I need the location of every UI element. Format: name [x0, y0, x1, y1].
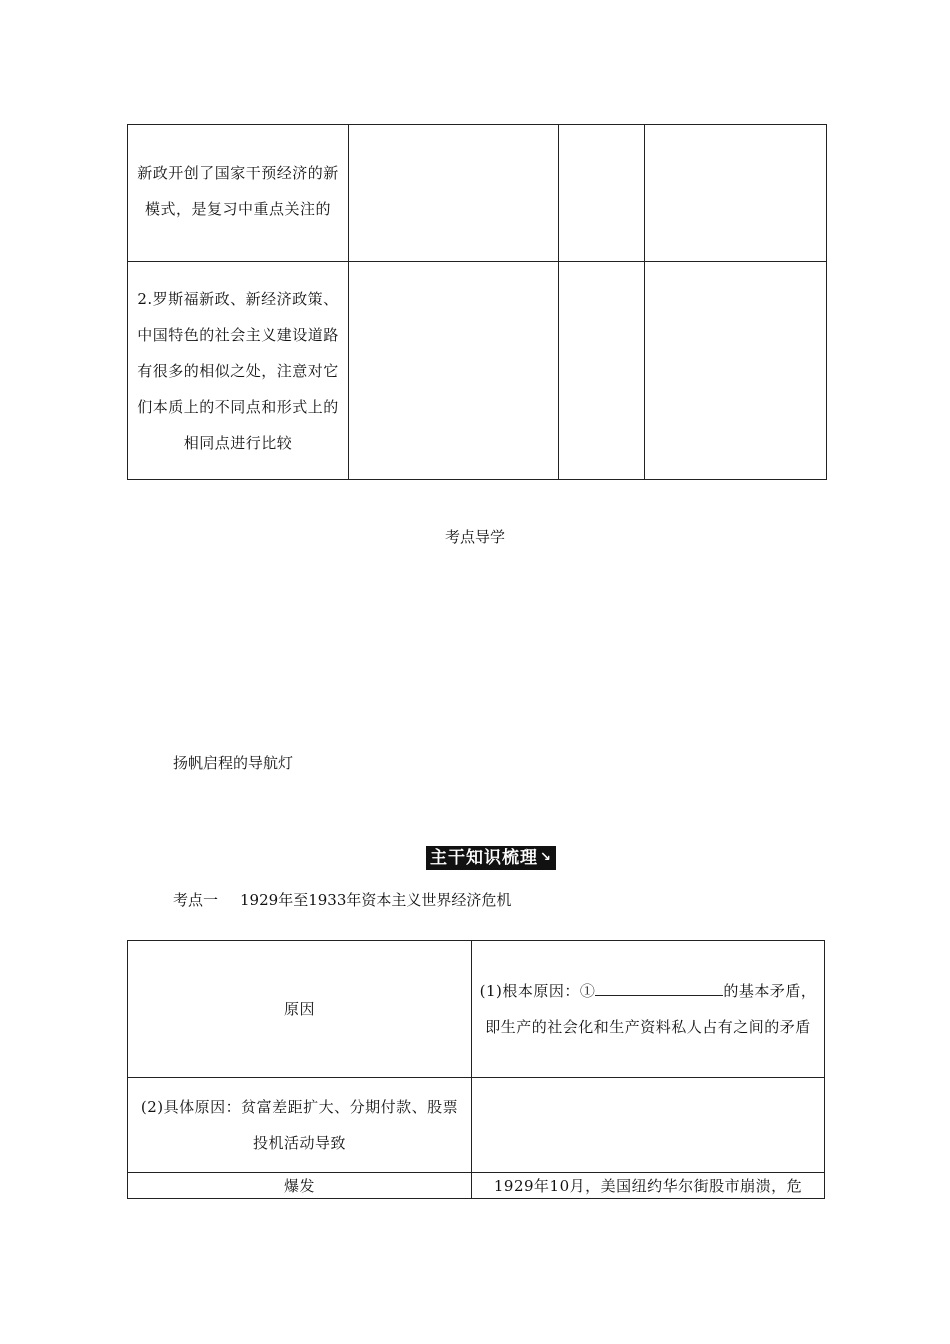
- outbreak-label: 爆发: [283, 1176, 315, 1195]
- banner-label: 主干知识梳理: [430, 848, 538, 868]
- root-cause-prefix: (1)根本原因：①: [479, 982, 596, 1000]
- root-cause-suffix: 的基本矛盾，即生产的社会化和生产资料私人占有之间的矛盾: [485, 982, 817, 1036]
- top-table-cell: [349, 262, 559, 480]
- top-table-cell: [349, 125, 559, 262]
- top-table: [127, 124, 827, 480]
- nav-light-heading: 扬帆启程的导航灯: [173, 754, 294, 772]
- specific-cause-text: (2)具体原因：贫富差距扩大、分期付款、股票投机活动导致: [140, 1098, 459, 1152]
- top-table-cell: [128, 125, 349, 262]
- kaodian-text: 1929年至1933年资本主义世界经济危机: [240, 891, 512, 909]
- specific-cause-content: [472, 1121, 824, 1129]
- top-table-cell: [645, 125, 827, 262]
- top-table-row: [128, 125, 827, 262]
- table-cell: [128, 1173, 472, 1199]
- fill-in-blank[interactable]: [595, 981, 723, 996]
- kaodian-prefix: 考点一: [173, 891, 219, 909]
- table-cell: [472, 941, 825, 1078]
- table-cell: [472, 1173, 825, 1199]
- top-table-cell: [128, 262, 349, 480]
- table-cell: [128, 941, 472, 1078]
- table-cell: [128, 1078, 472, 1173]
- crisis-table: [127, 940, 825, 1199]
- outbreak-content: 1929年10月，美国纽约华尔街股市崩溃，危: [493, 1176, 803, 1195]
- top-table-row: [128, 262, 827, 480]
- cause-label: 原因: [283, 1000, 315, 1018]
- section-title: 考点导学: [444, 528, 505, 546]
- root-cause-text: [472, 969, 824, 1049]
- kaodian-heading: [173, 889, 511, 910]
- table-row: [128, 941, 825, 1078]
- table-row: [128, 1078, 825, 1173]
- main-knowledge-banner: [426, 846, 556, 870]
- top-table-row2-text: 2.罗斯福新政、新经济政策、中国特色的社会主义建设道路有很多的相似之处，注意对它们本质上的不同点和形式上的相同点进行比较: [137, 289, 339, 452]
- top-table-row1-text: 新政开创了国家干预经济的新模式，是复习中重点关注的: [137, 164, 339, 218]
- table-row: [128, 1173, 825, 1199]
- top-table-cell: [559, 262, 645, 480]
- arrow-down-right-icon: ↘: [540, 850, 552, 865]
- table-cell: [472, 1078, 825, 1173]
- top-table-cell: [559, 125, 645, 262]
- top-table-cell: [645, 262, 827, 480]
